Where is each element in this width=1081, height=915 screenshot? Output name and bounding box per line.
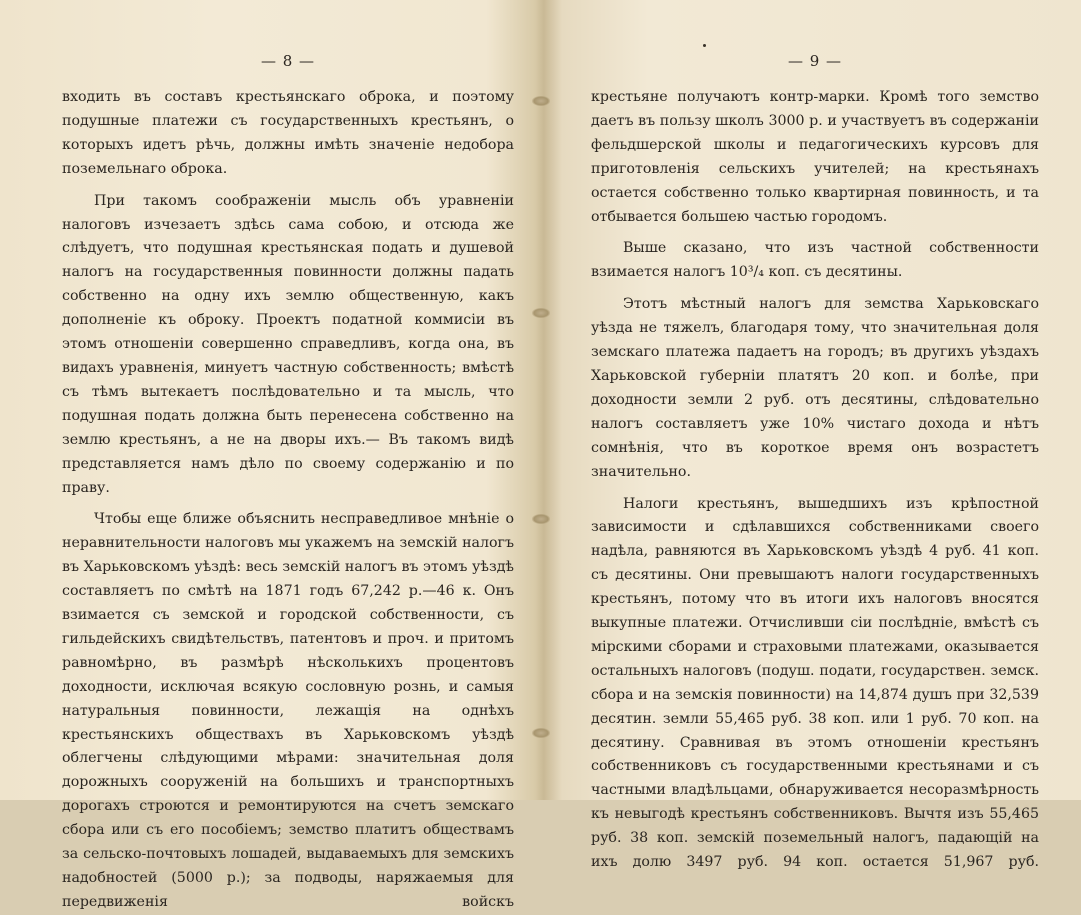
paragraph: При такомъ соображеніи мысль объ уравненіи налоговъ изчезаетъ здѣсь сама собою, и отсюда же слѣдуетъ, что подушная крестьянская подать и душевой налогъ на государственныя повинности должны падать собственно на одну ихъ землю общественную, какъ дополненіе къ оброку. Проектъ податной коммисіи въ этомъ отношеніи совершенно справедливъ, когда она, въ видахъ уравненія, минуетъ частную собственность; вмѣстѣ съ тѣмъ вытекаетъ послѣдовательно и та мысль, что подушная подать должна быть перенесена собственно на землю крестьянъ, а не на дворы ихъ.— Въ такомъ видѣ представляется намъ дѣло по своему содержанію и по праву. (62, 192, 514, 496)
paragraph: Выше сказано, что изъ частной собственности взимается налогъ 10³/₄ коп. съ десятины. (591, 240, 1039, 281)
page-number: — 8 — (260, 52, 316, 70)
paragraph: входить въ составъ крестьянскаго оброка, и поэтому подушные платежи съ государственныхъ крестьянъ, о которыхъ идетъ рѣчь, должны имѣть значеніе недобора поземельнаго оброка. (62, 89, 514, 177)
page-text (591, 86, 1039, 875)
page-number: — 9 — (787, 52, 843, 70)
paper-speck (703, 44, 706, 47)
paragraph: Этотъ мѣстный налогъ для земства Харьковскаго уѣзда не тяжелъ, благодаря тому, что значительная доля земскаго платежа падаетъ на городъ; въ другихъ уѣздахъ Харьковской губерніи платятъ 20 коп. и болѣе, при доходности земли 2 руб. отъ десятины, слѣдовательно налогъ составляетъ уже 10% чистаго дохода и нѣтъ сомнѣнія, что въ короткое время онъ возрастетъ значительно. (591, 296, 1039, 480)
right-page (541, 0, 1081, 871)
paragraph: крестьяне получаютъ контр-марки. Кромѣ того земство даетъ въ пользу школъ 3000 р. и участвуетъ въ содержаніи фельдшерской школы и педагогическихъ курсовъ для приготовленія сельскихъ учителей; на крестьянахъ остается собственно только квартирная повинность, и та отбывается большею частью городомъ. (591, 89, 1039, 225)
paragraph: Налоги крестьянъ, вышедшихъ изъ крѣпостной зависимости и сдѣлавшихся собственниками своего надѣла, равняются въ Харьковскомъ уѣздѣ 4 руб. 41 коп. съ десятины. Они превышаютъ налоги государственныхъ крестьянъ, потому что въ итоги ихъ налоговъ вносятся выкупные платежи. Отчисливши сіи послѣдніе, вмѣстѣ съ мірскими сборами и страховыми платежами, оказывается остальныхъ налоговъ (подуш. подати, государствен. земск. сбора и на земскія повинности) на 14,874 душъ при 32,539 десятин. земли 55,465 руб. 38 коп. или 1 руб. 70 коп. на десятину. Сравнивая въ этомъ отношеніи крестьянъ собственниковъ съ государственными крестьянами и съ частными владѣльцами, обнаруживается несоразмѣрность къ невыгодѣ крестьянъ собственниковъ. Вычтя изъ 55,465 руб. 38 коп. земскій поземельный налогъ, падающій на ихъ долю 3497 руб. 94 коп. остается 51,967 руб. (591, 495, 1039, 871)
paragraph: Чтобы еще ближе объяснить несправедливое мнѣніе о неравнительности налоговъ мы укажемъ на земскій налогъ въ Харьковскомъ уѣздѣ: весь земскій налогъ въ этомъ уѣздѣ составляетъ по смѣтѣ на 1871 годъ 67,242 р.—46 к. Онъ взимается съ земской и городской собственности, съ гильдейскихъ свидѣтельствъ, патентовъ и проч. и притомъ равномѣрно, въ размѣрѣ нѣсколькихъ процентовъ доходности, исключая всякую сословную рознь, и самыя натуральныя повинности, лежащія на однѣхъ крестьянскихъ обществахъ въ Харьковскомъ уѣздѣ облегчены слѣдующими мѣрами: значительная доля дорожныхъ сооруженій на большихъ и транспортныхъ дорогахъ строются и ремонтируются на счетъ земскаго сбора или съ его пособіемъ; земство платитъ обществамъ за сельско-почтовыхъ лошадей, выдаваемыхъ для земскихъ надобностей (5000 р.); за подводы, наряжаемыя для передвиженія войскъ (62, 511, 514, 910)
left-page (0, 0, 540, 910)
page-text (62, 86, 514, 915)
